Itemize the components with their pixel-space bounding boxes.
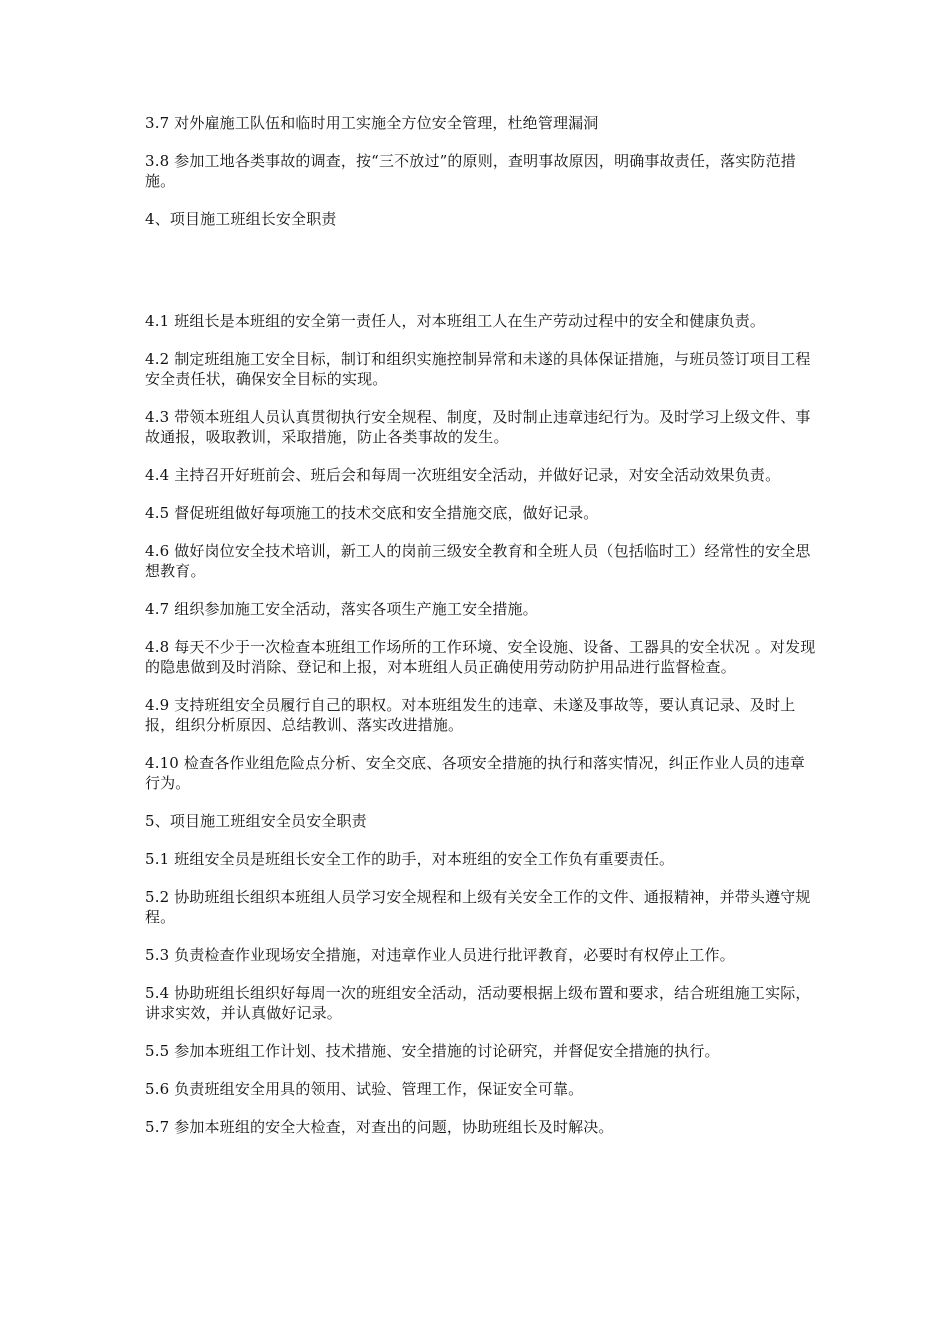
- paragraph-5-4: 5.4 协助班组长组织好每周一次的班组安全活动，活动要根据上级布置和要求，结合班组施工实际，讲求实效，并认真做好记录。: [145, 984, 811, 1022]
- paragraph-3-8: 3.8 参加工地各类事故的调查，按“三不放过”的原则，查明事故原因，明确事故责任，落实防范措施。: [145, 152, 796, 190]
- paragraph-5-7: 5.7 参加本班组的安全大检查，对查出的问题，协助班组长及时解决。: [145, 1118, 614, 1136]
- paragraph-4-9: 4.9 支持班组安全员履行自己的职权。对本班组发生的违章、未遂及事故等，要认真记录、及时上报，组织分析原因、总结教训、落实改进措施。: [145, 696, 796, 734]
- paragraph-4-6: 4.6 做好岗位安全技术培训，新工人的岗前三级安全教育和全班人员（包括临时工）经常性的安全思想教育。: [145, 542, 811, 580]
- paragraph-5-5: 5.5 参加本班组工作计划、技术措施、安全措施的讨论研究，并督促安全措施的执行。: [145, 1042, 720, 1060]
- paragraph-5-2: 5.2 协助班组长组织本班组人员学习安全规程和上级有关安全工作的文件、通报精神，并带头遵守规程。: [145, 888, 811, 926]
- blank-space: [145, 247, 820, 311]
- section-heading-5: 5、项目施工班组安全员安全职责: [145, 812, 367, 830]
- paragraph-4-1: 4.1 班组长是本班组的安全第一责任人，对本班组工人在生产劳动过程中的安全和健康负责。: [145, 312, 766, 330]
- paragraph-5-6: 5.6 负责班组安全用具的领用、试验、管理工作，保证安全可靠。: [145, 1080, 584, 1098]
- paragraph-4-4: 4.4 主持召开好班前会、班后会和每周一次班组安全活动，并做好记录，对安全活动效果负责。: [145, 466, 781, 484]
- paragraph-4-3: 4.3 带领本班组人员认真贯彻执行安全规程、制度，及时制止违章违纪行为。及时学习上级文件、事故通报，吸取教训，采取措施，防止各类事故的发生。: [145, 408, 811, 446]
- paragraph-4-7: 4.7 组织参加施工安全活动，落实各项生产施工安全措施。: [145, 600, 538, 618]
- paragraph-4-8: 4.8 每天不少于一次检查本班组工作场所的工作环境、安全设施、设备、工器具的安全状况 。对发现的隐患做到及时消除、登记和上报，对本班组人员正确使用劳动防护用品进行监督检查。: [145, 638, 816, 676]
- paragraph-5-1: 5.1 班组安全员是班组长安全工作的助手，对本班组的安全工作负有重要责任。: [145, 850, 675, 868]
- document-body: [145, 113, 820, 1155]
- paragraph-4-2: 4.2 制定班组施工安全目标，制订和组织实施控制异常和未遂的具体保证措施，与班员签订项目工程安全责任状，确保安全目标的实现。: [145, 350, 811, 388]
- section-heading-4: 4、项目施工班组长安全职责: [145, 210, 337, 228]
- paragraph-3-7: 3.7 对外雇施工队伍和临时用工实施全方位安全管理，杜绝管理漏洞: [145, 114, 599, 132]
- paragraph-4-10: 4.10 检查各作业组危险点分析、安全交底、各项安全措施的执行和落实情况，纠正作业人员的违章行为。: [145, 754, 806, 792]
- paragraph-5-3: 5.3 负责检查作业现场安全措施，对违章作业人员进行批评教育，必要时有权停止工作。: [145, 946, 735, 964]
- paragraph-4-5: 4.5 督促班组做好每项施工的技术交底和安全措施交底，做好记录。: [145, 504, 599, 522]
